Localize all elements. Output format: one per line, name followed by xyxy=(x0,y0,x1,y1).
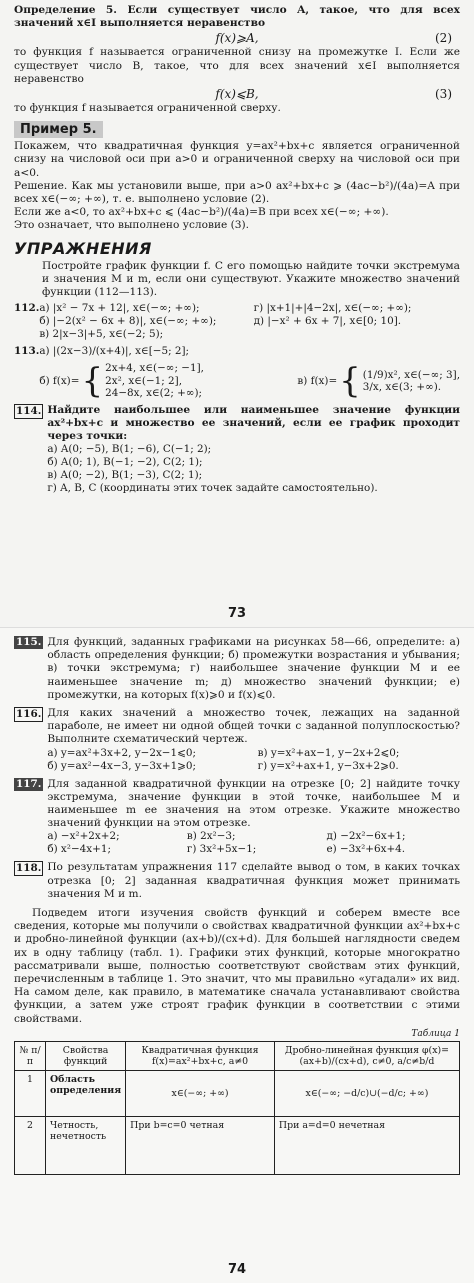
properties-table xyxy=(14,1041,460,1175)
table-header-cell: Дробно-линейная функция φ(x)=(ax+b)/(cx+d), c≠0, a/c≠b/d xyxy=(274,1041,459,1070)
formula-3 xyxy=(14,86,460,102)
exercise-112-b: б) |−2(x² − 6x + 8)|, x∈(−∞; +∞); xyxy=(39,315,217,328)
exercise-112 xyxy=(14,302,460,341)
exercise-117-number: 117. xyxy=(16,777,42,790)
exercise-112-a: а) |x² − 7x + 12|, x∈(−∞; +∞); xyxy=(39,302,200,315)
exercise-116-v: в) y=x²+ax−1, y−2x+2⩽0; xyxy=(257,746,400,759)
exercise-113-v xyxy=(297,362,460,400)
definition-5-middle: то функция f называется ограниченной снизу на промежутке I. Если же существует число B, такое, что для всех значений x∈I выполняется неравенство xyxy=(14,46,460,85)
exercise-112-g: г) |x+1|+|4−2x|, x∈(−∞; +∞); xyxy=(253,302,412,315)
table-cell: x∈(−∞; −d/c)∪(−d/c; +∞) xyxy=(274,1070,459,1116)
exercise-114-b: б) A(0; 1), B(−1; −2), C(2; 1); xyxy=(47,456,203,469)
exercise-113-b xyxy=(39,362,204,400)
definition-5-end: то функция f называется ограниченной сверху. xyxy=(14,102,281,115)
table-cell: При a=d=0 нечетная xyxy=(274,1116,459,1174)
table-header-cell: Квадратичная функция f(x)=ax²+bx+c, a≠0 xyxy=(126,1041,275,1070)
exercise-116 xyxy=(14,707,460,773)
brace-icon: { xyxy=(81,361,104,401)
formula-2-number: (2) xyxy=(435,31,452,46)
exercises-intro: Постройте график функции f. С его помощью найдите точки экстремума и значения M и m, если они существуют. Укажите множество значений функции (112—113). xyxy=(42,259,460,299)
table-cell: 1 xyxy=(15,1070,46,1116)
exercise-114-v: в) A(0; −2), B(1; −3), C(2; 1); xyxy=(47,469,203,482)
table-caption: Таблица 1 xyxy=(411,1028,460,1039)
definition-5-intro: Определение 5. Если существует число A, такое, что для всех значений x∈I выполняется неравенство xyxy=(14,4,460,30)
formula-3-number: (3) xyxy=(435,87,452,102)
exercise-117-v: в) 2x²−3; xyxy=(186,830,236,843)
table-row xyxy=(15,1070,460,1116)
exercise-118-number: 118. xyxy=(16,862,42,875)
exercise-115 xyxy=(14,636,460,702)
exercise-117-d: д) −2x²−6x+1; xyxy=(326,830,406,843)
exercise-114-text: Найдите наибольшее или наименьшее значение функции ax²+bx+c и множество ее значений, если ее график проходит через точки: xyxy=(47,403,460,443)
exercise-112-v: в) 2|x−3|+5, x∈(−2; 5); xyxy=(39,328,164,341)
page-73 xyxy=(0,0,474,628)
exercise-113-number: 113. xyxy=(14,345,40,358)
exercises-heading: УПРАЖНЕНИЯ xyxy=(14,238,152,258)
solution-text-3: Это означает, что выполнено условие (3). xyxy=(14,219,250,232)
exercise-116-b: б) y=ax²−4x−3, y−3x+1⩾0; xyxy=(47,759,197,772)
exercise-114-g: г) A, B, C (координаты этих точек задайте самостоятельно). xyxy=(47,482,378,495)
page-number-73: 73 xyxy=(227,606,247,621)
exercise-117 xyxy=(14,778,460,857)
exercise-113 xyxy=(14,345,460,400)
exercise-114-a: а) A(0; −5), B(1; −6), C(−1; 2); xyxy=(47,443,212,456)
exercise-117-a: а) −x²+2x+2; xyxy=(47,830,120,843)
summary-paragraph: Подведем итоги изучения свойств функций и соберем вместе все сведения, которые мы получили о свойствах квадратичной функции ax²+bx+c и дробно-линейной функции (ax+b)/(cx+d). Для большей наглядности сведем их в одну таблицу (табл. 1). Графики этих функций, которые многократно рассматривали выше, полностью соответствуют свойствам этих функций, перечисленным в таблице 1. Это значит, что мы правильно «угадали» их вид. На самом деле, как правило, в математике сначала устанавливают свойства функции, а затем уже строят график функции в соответствии с этими свойствами. xyxy=(14,907,460,1025)
table-cell: При b=c=0 четная xyxy=(126,1116,275,1174)
exercise-114-number: 114. xyxy=(16,404,42,417)
example-5-heading: Пример 5. xyxy=(14,121,103,138)
exercise-118 xyxy=(14,861,460,901)
page-74 xyxy=(0,628,474,1283)
exercise-113-v-line2: 3/x, x∈(3; +∞). xyxy=(362,381,442,393)
table-cell: Область определения xyxy=(46,1070,126,1116)
exercise-113-a: а) |(2x−3)/(x+4)|, x∈[−5; 2]; xyxy=(39,345,190,358)
exercise-113-b-line1: 2x+4, x∈(−∞; −1], xyxy=(105,362,204,375)
exercise-113-b-line2: 2x², x∈(−1; 2], xyxy=(105,374,183,387)
exercise-115-text: Для функций, заданных графиками на рисунках 58—66, определите: а) область определения функции; б) промежутки возрастания и убывания; в) точки экстремума; г) наибольшее значение функции M и ее наименьшее значение m; д) множество значений функции; е) промежутки, на которых f(x)⩾0 и f(x)⩽0. xyxy=(47,636,460,701)
exercise-118-text: По результатам упражнения 117 сделайте вывод о том, в каких точках отрезка [0; 2] заданная квадратичная функция может принимать значения M и m. xyxy=(47,861,460,900)
brace-icon: { xyxy=(339,361,361,401)
exercise-117-b: б) x²−4x+1; xyxy=(47,843,111,856)
exercise-112-number: 112. xyxy=(14,302,40,315)
exercise-116-g: г) y=x²+ax+1, y−3x+2⩾0. xyxy=(257,759,399,772)
table-cell: Четность, нечетность xyxy=(46,1116,126,1174)
solution-text-2: Если же a<0, то ax²+bx+c ⩽ (4ac−b²)/(4a)=B при всех x∈(−∞; +∞). xyxy=(14,206,389,219)
table-row xyxy=(15,1116,460,1174)
formula-2-text: f(x)⩾A, xyxy=(215,31,259,46)
formula-3-text: f(x)⩽B, xyxy=(215,87,259,102)
table-cell: 2 xyxy=(15,1116,46,1174)
exercise-117-text: Для заданной квадратичной функции на отрезке [0; 2] найдите точку экстремума, значение функции в этой точке, наибольшее M и наименьшее m ее значения на этом отрезке. Укажите множество значений функции на этом отрезке. xyxy=(47,777,460,830)
table-header-cell: № п/п xyxy=(15,1041,46,1070)
formula-2 xyxy=(14,30,460,46)
table-cell: x∈(−∞; +∞) xyxy=(126,1070,275,1116)
solution-text-1: Решение. Как мы установили выше, при a>0 ax²+bx+c ⩾ (4ac−b²)/(4a)=A при всех x∈(−∞; +∞), т. е. выполнено условие (2). xyxy=(14,179,460,206)
page-number-74: 74 xyxy=(227,1262,247,1277)
exercise-113-b-line3: 24−8x, x∈(2; +∞); xyxy=(105,387,203,400)
exercise-116-text: Для каких значений a множество точек, лежащих на заданной параболе, не имеет ни одной общей точки с заданной полуплоскостью? Выполните схематический чертеж. xyxy=(47,707,460,746)
table-header-cell: Свойства функций xyxy=(46,1041,126,1070)
exercise-114 xyxy=(14,404,460,496)
exercise-113-v-line1: (1/9)x², x∈(−∞; 3], xyxy=(362,368,460,381)
exercise-115-number: 115. xyxy=(16,636,42,648)
exercise-113-v-label: в) f(x)= xyxy=(297,374,338,387)
example-5-text: Покажем, что квадратичная функция y=ax²+bx+c является ограниченной снизу на числовой оси при a>0 и ограниченной сверху на числовой оси при a<0. xyxy=(14,140,460,179)
exercise-117-g: г) 3x²+5x−1; xyxy=(186,843,257,856)
exercise-113-b-label: б) f(x)= xyxy=(39,374,80,387)
exercise-112-d: д) |−x² + 6x + 7|, x∈[0; 10]. xyxy=(253,315,402,328)
table-header-row xyxy=(15,1041,460,1070)
exercise-117-e: е) −3x²+6x+4. xyxy=(326,843,406,856)
exercise-116-a: а) y=ax²+3x+2, y−2x−1⩽0; xyxy=(47,746,196,759)
exercise-116-number: 116. xyxy=(16,708,42,721)
